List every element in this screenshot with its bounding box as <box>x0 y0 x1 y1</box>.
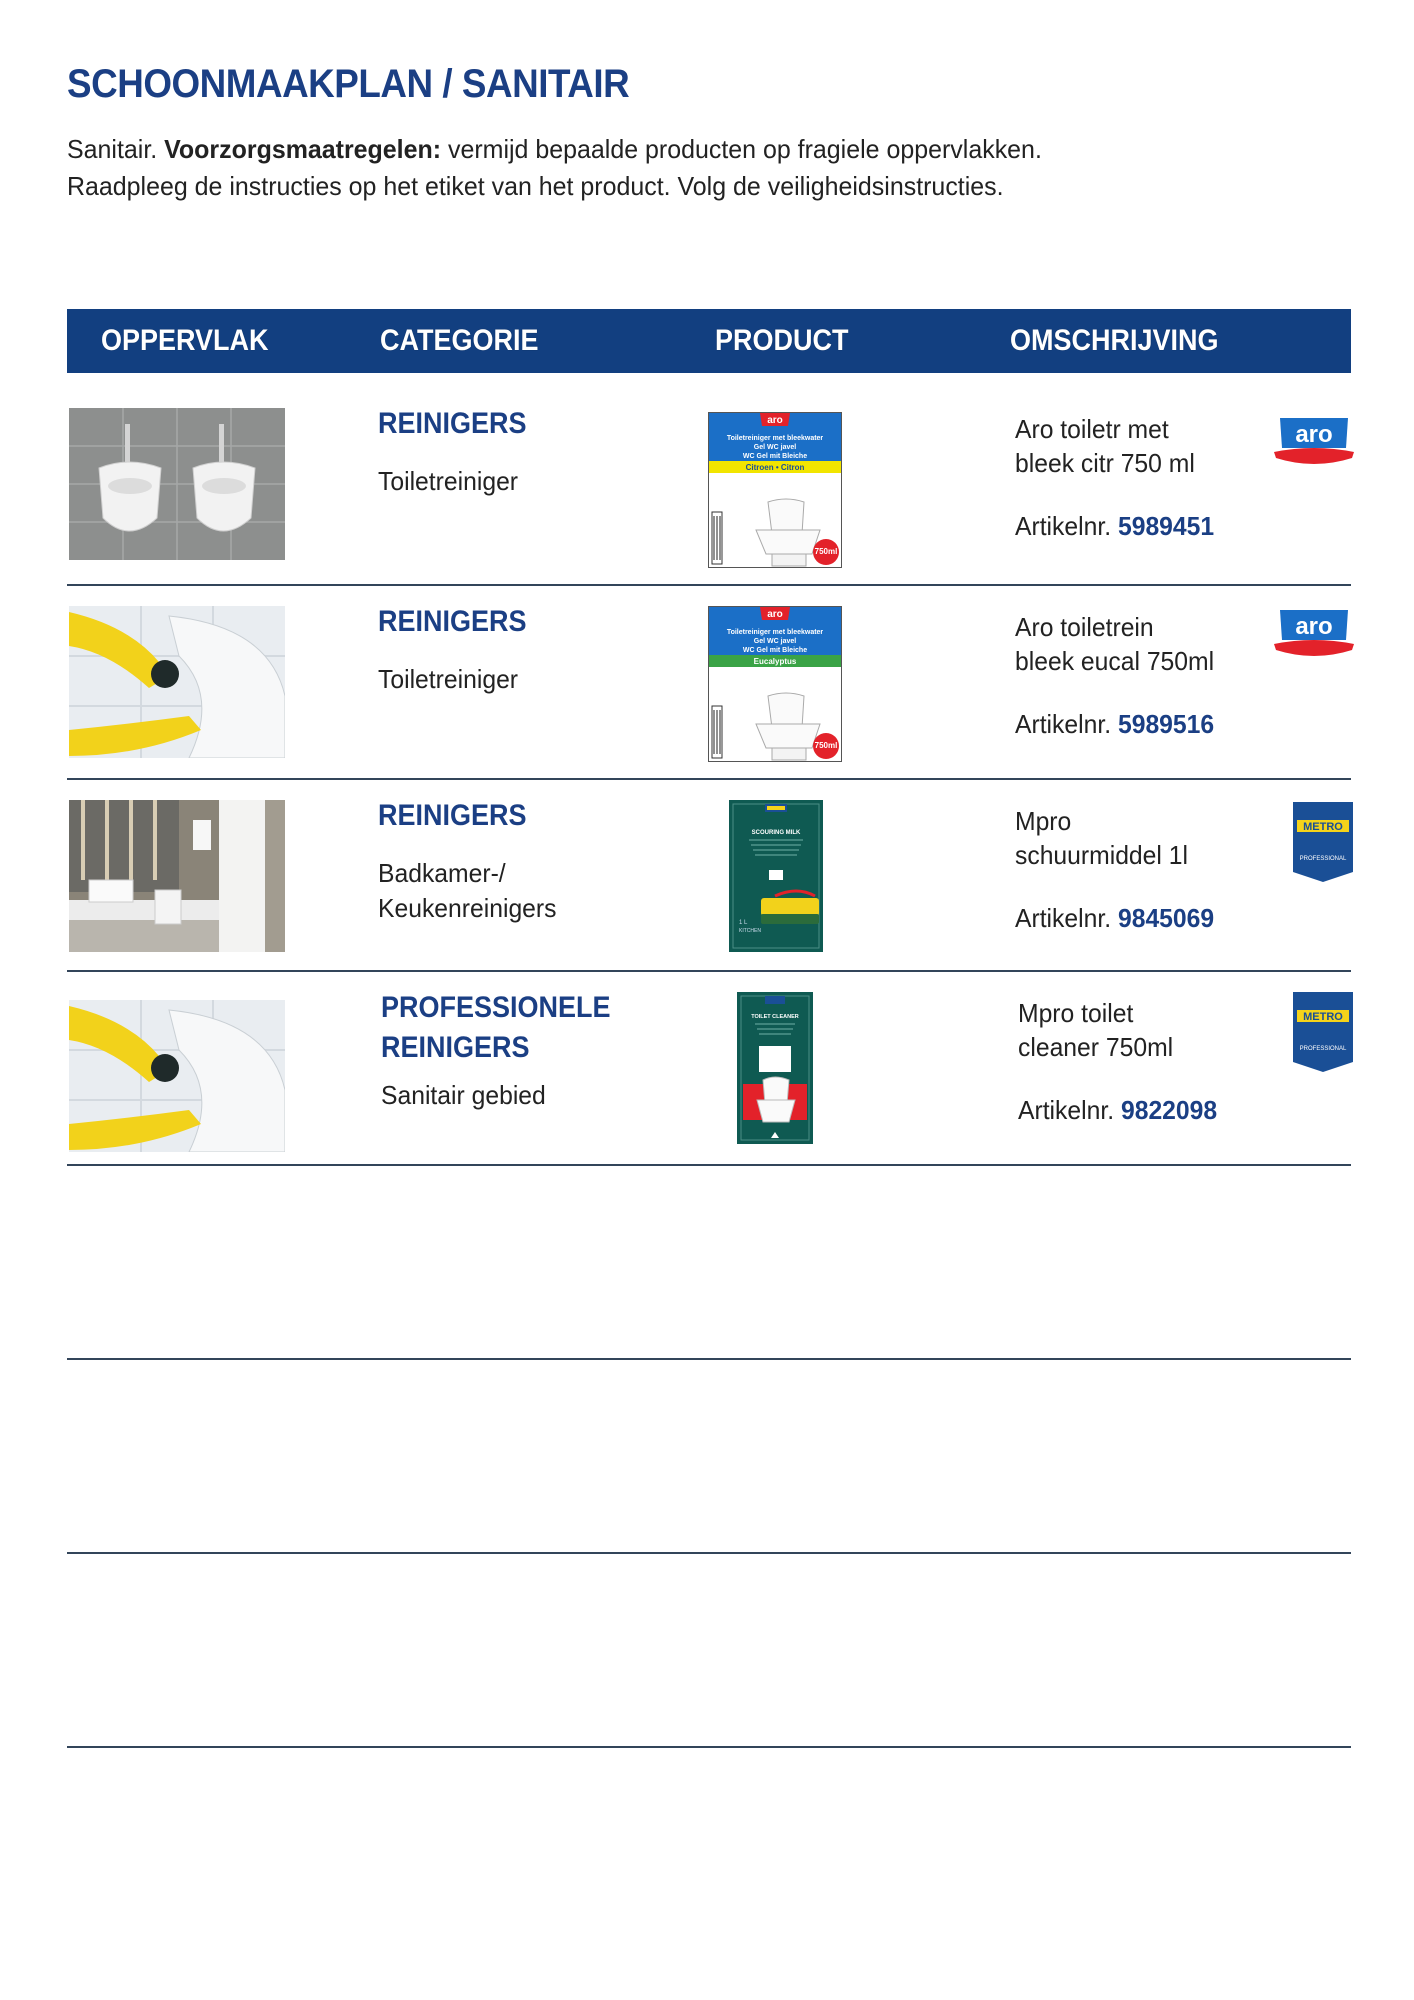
product-volume: 750ml <box>814 547 838 556</box>
brand-text: aro <box>1295 421 1333 448</box>
category-line: REINIGERS <box>378 407 527 440</box>
article-number <box>1018 1095 1217 1126</box>
article-value: 9845069 <box>1117 903 1215 933</box>
article-number <box>1015 511 1214 542</box>
metro-scouring-milk <box>729 800 823 952</box>
row-divider <box>67 1552 1351 1554</box>
product-name-line: Mpro toilet <box>1018 998 1134 1028</box>
product-name <box>1015 412 1195 480</box>
category-title <box>381 988 611 1068</box>
article-value: 5989451 <box>1117 511 1215 541</box>
table-row <box>67 800 1351 994</box>
subcategory <box>378 662 518 697</box>
row-divider <box>67 1746 1351 1748</box>
row-divider <box>67 778 1351 780</box>
product-name <box>1015 610 1214 678</box>
intro-lead: Sanitair. <box>67 134 165 164</box>
article-label: Artikelnr. <box>1015 511 1112 541</box>
product-name-line: cleaner 750ml <box>1018 1032 1174 1062</box>
subcategory-line: Toiletreiniger <box>378 466 519 496</box>
aro-logo-icon <box>1274 414 1354 466</box>
gloved-hand-cleaning-photo <box>69 606 285 758</box>
subcategory <box>381 1078 546 1113</box>
article-label: Artikelnr. <box>1015 709 1112 739</box>
article-label: Artikelnr. <box>1015 903 1112 933</box>
product-label-title: TOILET CLEANER <box>751 1014 799 1020</box>
brand-text: METRO <box>1303 1011 1343 1023</box>
category-title <box>378 602 527 642</box>
product-name-line: Aro toiletrein <box>1015 612 1154 642</box>
intro-line-1 <box>67 131 1257 168</box>
intro-rest: vermijd bepaalde producten op fragiele oppervlakken. <box>441 134 1042 164</box>
header-categorie: CATEGORIE <box>380 324 539 357</box>
product-name <box>1015 804 1188 872</box>
product-name <box>1018 996 1173 1064</box>
row-divider <box>67 584 1351 586</box>
header-omschrijving: OMSCHRIJVING <box>1010 324 1219 357</box>
article-value: 9822098 <box>1120 1095 1218 1125</box>
bathroom-sink-photo <box>69 800 285 952</box>
product-name-line: schuurmiddel 1l <box>1015 840 1188 870</box>
header-product: PRODUCT <box>715 324 849 357</box>
subcategory-line: Badkamer-/ <box>378 858 506 888</box>
urinals-photo <box>69 408 285 560</box>
article-number <box>1015 903 1214 934</box>
category-line: REINIGERS <box>378 799 527 832</box>
table-header <box>67 309 1351 373</box>
product-label-line: Gel WC javel <box>753 638 797 645</box>
product-label-line: Toiletreiniger met bleekwater <box>726 629 824 636</box>
product-label-use: KITCHEN <box>739 928 761 934</box>
category-title <box>378 796 527 836</box>
brand-text: aro <box>1295 613 1333 640</box>
intro-bold: Voorzorgsmaatregelen: <box>164 134 442 164</box>
product-label-line: Gel WC javel <box>753 444 797 451</box>
intro-line-2: Raadpleeg de instructies op het etiket van het product. Volg de veiligheidsinstructies. <box>67 171 1004 201</box>
brand-text: METRO <box>1303 821 1343 833</box>
product-name-line: Aro toiletr met <box>1015 414 1169 444</box>
product-brand-text: aro <box>767 609 783 620</box>
intro-text <box>67 131 1257 205</box>
brand-subtext: PROFESSIONAL <box>1299 1046 1347 1052</box>
table-row <box>67 992 1351 1186</box>
subcategory-line: Toiletreiniger <box>378 664 519 694</box>
row-divider <box>67 970 1351 972</box>
category-title <box>378 404 527 444</box>
product-label-line: Toiletreiniger met bleekwater <box>726 435 824 442</box>
subcategory-line: Keukenreinigers <box>378 893 557 923</box>
row-divider <box>67 1164 1351 1166</box>
product-label-line: WC Gel mit Bleiche <box>742 647 808 654</box>
product-label-volume: 1 L <box>739 920 748 926</box>
category-line: REINIGERS <box>381 1031 530 1064</box>
product-name-line: bleek eucal 750ml <box>1015 646 1215 676</box>
aro-toilet-cleaner-citron <box>708 412 842 568</box>
product-brand-text: aro <box>767 415 783 426</box>
product-scent: Citroen • Citron <box>745 463 805 472</box>
subcategory <box>378 464 518 499</box>
header-oppervlak: OPPERVLAK <box>101 324 269 357</box>
subcategory-line: Sanitair gebied <box>381 1080 546 1110</box>
product-label-title: SCOURING MILK <box>751 830 801 836</box>
gloved-hand-cleaning-photo <box>69 1000 285 1152</box>
table-row <box>67 606 1351 800</box>
product-label-line: WC Gel mit Bleiche <box>742 453 808 460</box>
table-row <box>67 408 1351 602</box>
product-name-line: Mpro <box>1015 806 1072 836</box>
article-number <box>1015 709 1214 740</box>
metro-professional-logo-icon <box>1293 802 1353 882</box>
product-scent: Eucalyptus <box>753 657 797 666</box>
article-value: 5989516 <box>1117 709 1215 739</box>
metro-toilet-cleaner <box>737 992 813 1144</box>
metro-professional-logo-icon <box>1293 992 1353 1072</box>
brand-subtext: PROFESSIONAL <box>1299 856 1347 862</box>
aro-logo-icon <box>1274 606 1354 658</box>
product-volume: 750ml <box>814 741 838 750</box>
subcategory <box>378 856 556 926</box>
article-label: Artikelnr. <box>1018 1095 1115 1125</box>
aro-toilet-cleaner-eucalyptus <box>708 606 842 762</box>
category-line: REINIGERS <box>378 605 527 638</box>
row-divider <box>67 1358 1351 1360</box>
page-title: SCHOONMAAKPLAN / SANITAIR <box>67 62 630 106</box>
product-name-line: bleek citr 750 ml <box>1015 448 1195 478</box>
category-line: PROFESSIONELE <box>381 991 611 1024</box>
